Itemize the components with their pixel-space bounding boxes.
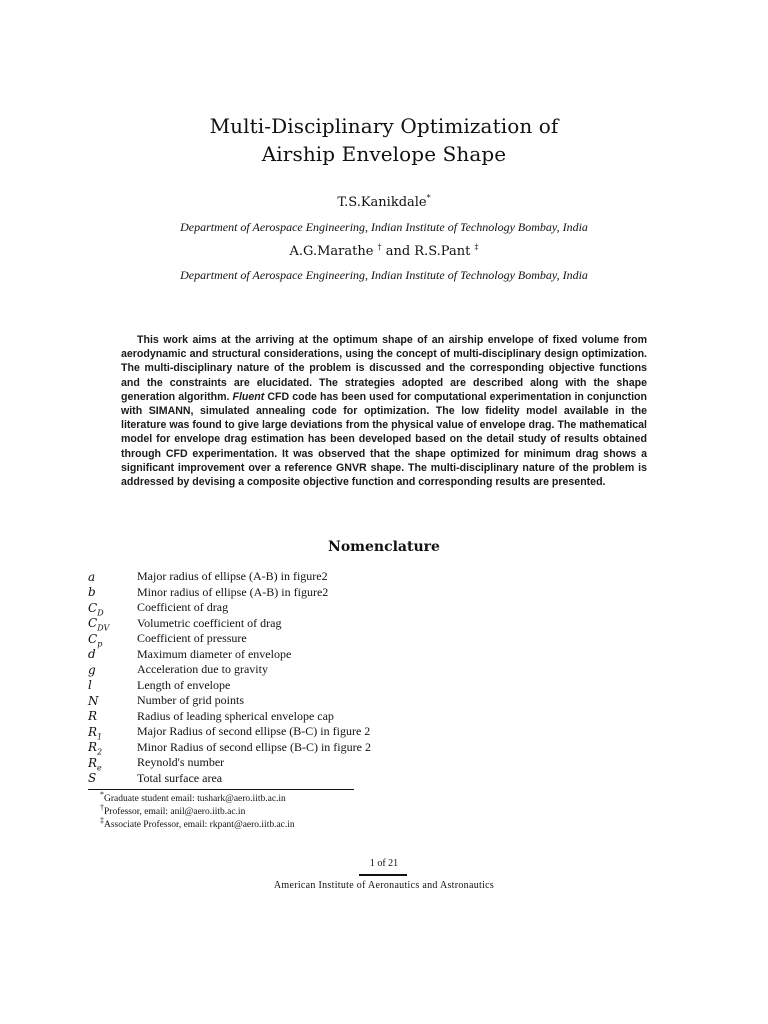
author-name: R.S.Pant [414, 244, 471, 259]
author-name: A.G.Marathe [289, 244, 374, 259]
abstract-text-part-1: This work aims at the arriving at the optimum shape of an airship envelope of fixed volume from aerodynamic and structural considerations, using the concept of multi-disciplinary design optimization. The multi-disciplinary nature of the problem is discussed and the corresponding objective functions and the constraints are elucidated. The strategies adopted are described along with the shape generation algorithm. [121, 334, 647, 403]
nomenclature-symbol [88, 663, 137, 677]
abstract-fluent-term: Fluent [232, 390, 265, 403]
nomenclature-row [88, 647, 688, 663]
symbol-main: R [88, 724, 98, 739]
footnote-text: Graduate student email: tushark@aero.iitb.ac.in [104, 794, 286, 804]
nomenclature-list [88, 569, 688, 786]
nomenclature-definition: Radius of leading spherical envelope cap [137, 708, 334, 723]
nomenclature-definition: Total surface area [137, 770, 223, 785]
symbol-main: g [88, 662, 96, 677]
nomenclature-row [88, 678, 688, 694]
nomenclature-row [88, 693, 688, 709]
nomenclature-definition: Maximum diameter of envelope [137, 646, 292, 661]
footnote-text: Associate Professor, email: rkpant@aero.iitb.ac.in [104, 820, 295, 830]
organization-footer: American Institute of Aeronautics and Astronautics [273, 880, 495, 891]
nomenclature-definition: Minor radius of ellipse (A-B) in figure2 [137, 584, 329, 599]
nomenclature-row [88, 771, 688, 787]
nomenclature-symbol [88, 755, 137, 773]
author-line-2 [0, 244, 768, 259]
symbol-main: R [88, 709, 98, 724]
nomenclature-symbol [88, 694, 137, 708]
symbol-subscript: e [97, 763, 102, 773]
footnote [100, 789, 295, 806]
nomenclature-symbol [88, 616, 137, 633]
footnote-mark: † [100, 802, 104, 812]
nomenclature-definition: Length of envelope [137, 677, 231, 692]
page-number-rule [359, 874, 407, 876]
symbol-main: R [88, 755, 98, 770]
affiliation-2: Department of Aerospace Engineering, Indian Institute of Technology Bombay, India [180, 268, 588, 282]
symbol-main: C [88, 600, 98, 615]
symbol-subscript: 1 [97, 732, 103, 742]
nomenclature-definition: Coefficient of drag [137, 600, 229, 615]
nomenclature-row [88, 585, 688, 601]
nomenclature-definition: Volumetric coefficient of drag [137, 615, 282, 630]
page-number: 1 of 21 [369, 858, 399, 869]
nomenclature-definition: Acceleration due to gravity [137, 662, 268, 677]
footnote [100, 802, 295, 819]
nomenclature-row [88, 662, 688, 678]
symbol-subscript: p [97, 639, 103, 649]
nomenclature-symbol [88, 631, 137, 649]
footnote [100, 815, 295, 832]
nomenclature-symbol [88, 740, 137, 757]
nomenclature-row [88, 600, 688, 616]
symbol-main: d [88, 647, 96, 662]
nomenclature-heading: Nomenclature [328, 539, 440, 555]
affiliation-1: Department of Aerospace Engineering, Indian Institute of Technology Bombay, India [180, 220, 588, 234]
abstract [121, 333, 647, 489]
nomenclature-symbol [88, 771, 137, 785]
nomenclature-symbol [88, 678, 137, 692]
nomenclature-row [88, 631, 688, 647]
nomenclature-row [88, 709, 688, 725]
nomenclature-symbol [88, 600, 137, 618]
nomenclature-symbol [88, 724, 137, 742]
symbol-main: R [88, 740, 98, 755]
symbol-main: a [88, 569, 96, 584]
nomenclature-definition: Minor Radius of second ellipse (B-C) in figure 2 [137, 739, 371, 754]
nomenclature-definition: Major radius of ellipse (A-B) in figure2 [137, 569, 328, 584]
symbol-main: N [88, 693, 99, 708]
symbol-main: b [88, 585, 96, 600]
footnote-text: Professor, email: anil@aero.iitb.ac.in [104, 807, 246, 817]
nomenclature-row [88, 755, 688, 771]
footnote-mark: ‡ [100, 815, 104, 825]
symbol-subscript: 2 [97, 747, 103, 757]
symbol-main: C [88, 616, 98, 631]
footnote-mark: * [100, 789, 104, 799]
symbol-main: C [88, 631, 98, 646]
nomenclature-definition: Number of grid points [137, 693, 244, 708]
author-name: T.S.Kanikdale [337, 195, 427, 210]
nomenclature-definition: Coefficient of pressure [137, 631, 247, 646]
nomenclature-row [88, 740, 688, 756]
abstract-text-part-2: CFD code has been used for computational experimentation in conjunction with SIMANN, simulated annealing code for optimization. The low fidelity model available in the literature was found to give large deviations from the physical value of envelope drag. The mathematical model for envelope drag estimation has been developed based on the detail study of results obtained through CFD experimentation. It was observed that the shape optimized for minimum drag shows a significant improvement over a reference GNVR shape. The multi-disciplinary nature of the problem is addressed by devising a composite objective function and corresponding results are presented. [121, 390, 647, 489]
nomenclature-symbol [88, 647, 137, 661]
nomenclature-row [88, 616, 688, 632]
author-conjunction: and [385, 244, 411, 259]
symbol-subscript: DV [97, 623, 110, 633]
author-footnote-mark: ‡ [474, 242, 479, 252]
nomenclature-definition: Reynold's number [137, 755, 225, 770]
footnotes [100, 789, 295, 832]
symbol-subscript: D [97, 608, 104, 618]
nomenclature-row [88, 724, 688, 740]
nomenclature-row [88, 569, 688, 585]
symbol-main: l [88, 678, 92, 693]
nomenclature-symbol [88, 709, 137, 723]
nomenclature-definition: Major Radius of second ellipse (B-C) in figure 2 [137, 724, 371, 739]
nomenclature-symbol [88, 570, 137, 584]
nomenclature-symbol [88, 585, 137, 599]
symbol-main: S [88, 771, 97, 786]
author-footnote-mark: † [377, 242, 382, 252]
footnote-divider [88, 789, 354, 790]
title-line-1: Multi-Disciplinary Optimization of [209, 114, 559, 138]
title-line-2: Airship Envelope Shape [261, 142, 507, 166]
paper-title [0, 112, 768, 168]
author-line-1 [0, 195, 768, 210]
author-footnote-mark: * [426, 193, 431, 203]
